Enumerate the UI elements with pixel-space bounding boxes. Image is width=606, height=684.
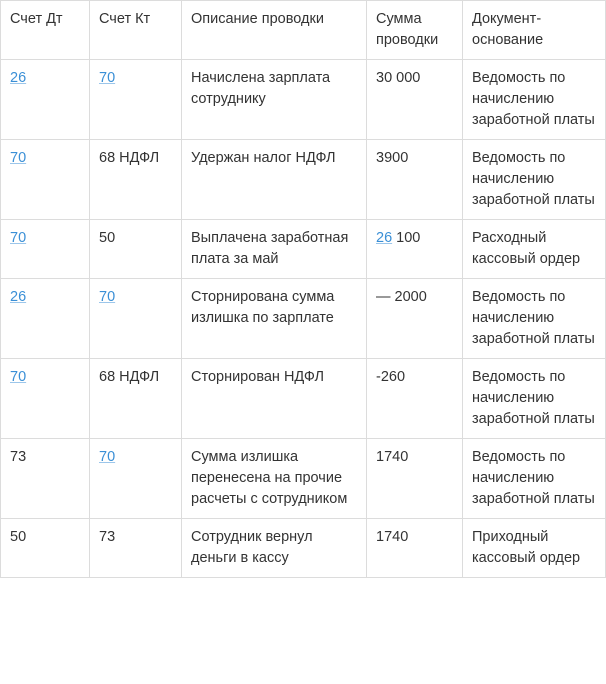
table-row: [1, 60, 606, 140]
source-document-cell: Ведомость по начислению заработной платы: [463, 60, 606, 140]
source-document-cell: Приходный кассовый ордер: [463, 519, 606, 578]
posting-description-cell: Сторнирована сумма излишка по зарплате: [182, 279, 367, 359]
debit-account-cell: [1, 279, 90, 359]
source-document-cell: Ведомость по начислению заработной платы: [463, 359, 606, 439]
credit-account-cell-value: 73: [99, 529, 116, 545]
header-credit-account: Счет Кт: [90, 1, 182, 60]
posting-amount-value: -260: [376, 369, 406, 385]
table-row: [1, 220, 606, 279]
table-row: [1, 140, 606, 220]
posting-amount-cell: [367, 519, 463, 578]
posting-amount-cell: [367, 60, 463, 140]
posting-amount-value: — 2000: [376, 289, 427, 305]
credit-account-cell: [90, 359, 182, 439]
posting-description-cell: Удержан налог НДФЛ: [182, 140, 367, 220]
posting-description-cell: Сторнирован НДФЛ: [182, 359, 367, 439]
posting-amount-value: 1740: [376, 449, 409, 465]
debit-account-cell-link[interactable]: 26: [10, 289, 27, 305]
credit-account-cell: [90, 279, 182, 359]
table-row: [1, 279, 606, 359]
table-header-row: [1, 1, 606, 60]
debit-account-cell-value: 50: [10, 529, 27, 545]
posting-amount-value: 30 000: [376, 70, 421, 86]
posting-description-cell: Сумма излишка перенесена на прочие расчеты с сотрудником: [182, 439, 367, 519]
posting-amount-cell: [367, 279, 463, 359]
source-document-cell: Ведомость по начислению заработной платы: [463, 439, 606, 519]
posting-description-cell: Сотрудник вернул деньги в кассу: [182, 519, 367, 578]
posting-amount-cell: [367, 140, 463, 220]
debit-account-cell: [1, 439, 90, 519]
header-debit-account: Счет Дт: [1, 1, 90, 60]
posting-amount-cell: [367, 220, 463, 279]
table-row: [1, 439, 606, 519]
debit-account-cell: [1, 60, 90, 140]
posting-amount-cell: [367, 439, 463, 519]
credit-account-cell-value: 68 НДФЛ: [99, 150, 160, 166]
posting-description-cell: Начислена зарплата сотруднику: [182, 60, 367, 140]
posting-amount-value: 3900: [376, 150, 409, 166]
posting-amount-cell: [367, 359, 463, 439]
source-document-cell: Ведомость по начислению заработной платы: [463, 279, 606, 359]
posting-description-cell: Выплачена заработная плата за май: [182, 220, 367, 279]
posting-amount-value: 100: [392, 230, 421, 246]
posting-amount-value: 1740: [376, 529, 409, 545]
debit-account-cell-link[interactable]: 70: [10, 150, 27, 166]
header-posting-description: Описание проводки: [182, 1, 367, 60]
header-source-document: Документ-основание: [463, 1, 606, 60]
credit-account-cell: [90, 519, 182, 578]
credit-account-cell-value: 68 НДФЛ: [99, 369, 160, 385]
table-row: [1, 519, 606, 578]
credit-account-cell: [90, 60, 182, 140]
debit-account-cell: [1, 220, 90, 279]
credit-account-cell-link[interactable]: 70: [99, 70, 116, 86]
table-body: [1, 60, 606, 578]
debit-account-cell-value: 73: [10, 449, 27, 465]
credit-account-cell: [90, 220, 182, 279]
debit-account-cell-link[interactable]: 26: [10, 70, 27, 86]
debit-account-cell: [1, 519, 90, 578]
source-document-cell: Ведомость по начислению заработной платы: [463, 140, 606, 220]
debit-account-cell: [1, 359, 90, 439]
credit-account-cell-link[interactable]: 70: [99, 449, 116, 465]
credit-account-cell: [90, 140, 182, 220]
debit-account-cell-link[interactable]: 70: [10, 230, 27, 246]
debit-account-cell-link[interactable]: 70: [10, 369, 27, 385]
credit-account-cell-link[interactable]: 70: [99, 289, 116, 305]
table-row: [1, 359, 606, 439]
posting-amount-link[interactable]: 26: [376, 230, 393, 246]
header-posting-amount: Сумма проводки: [367, 1, 463, 60]
source-document-cell: Расходный кассовый ордер: [463, 220, 606, 279]
credit-account-cell-value: 50: [99, 230, 116, 246]
credit-account-cell: [90, 439, 182, 519]
debit-account-cell: [1, 140, 90, 220]
